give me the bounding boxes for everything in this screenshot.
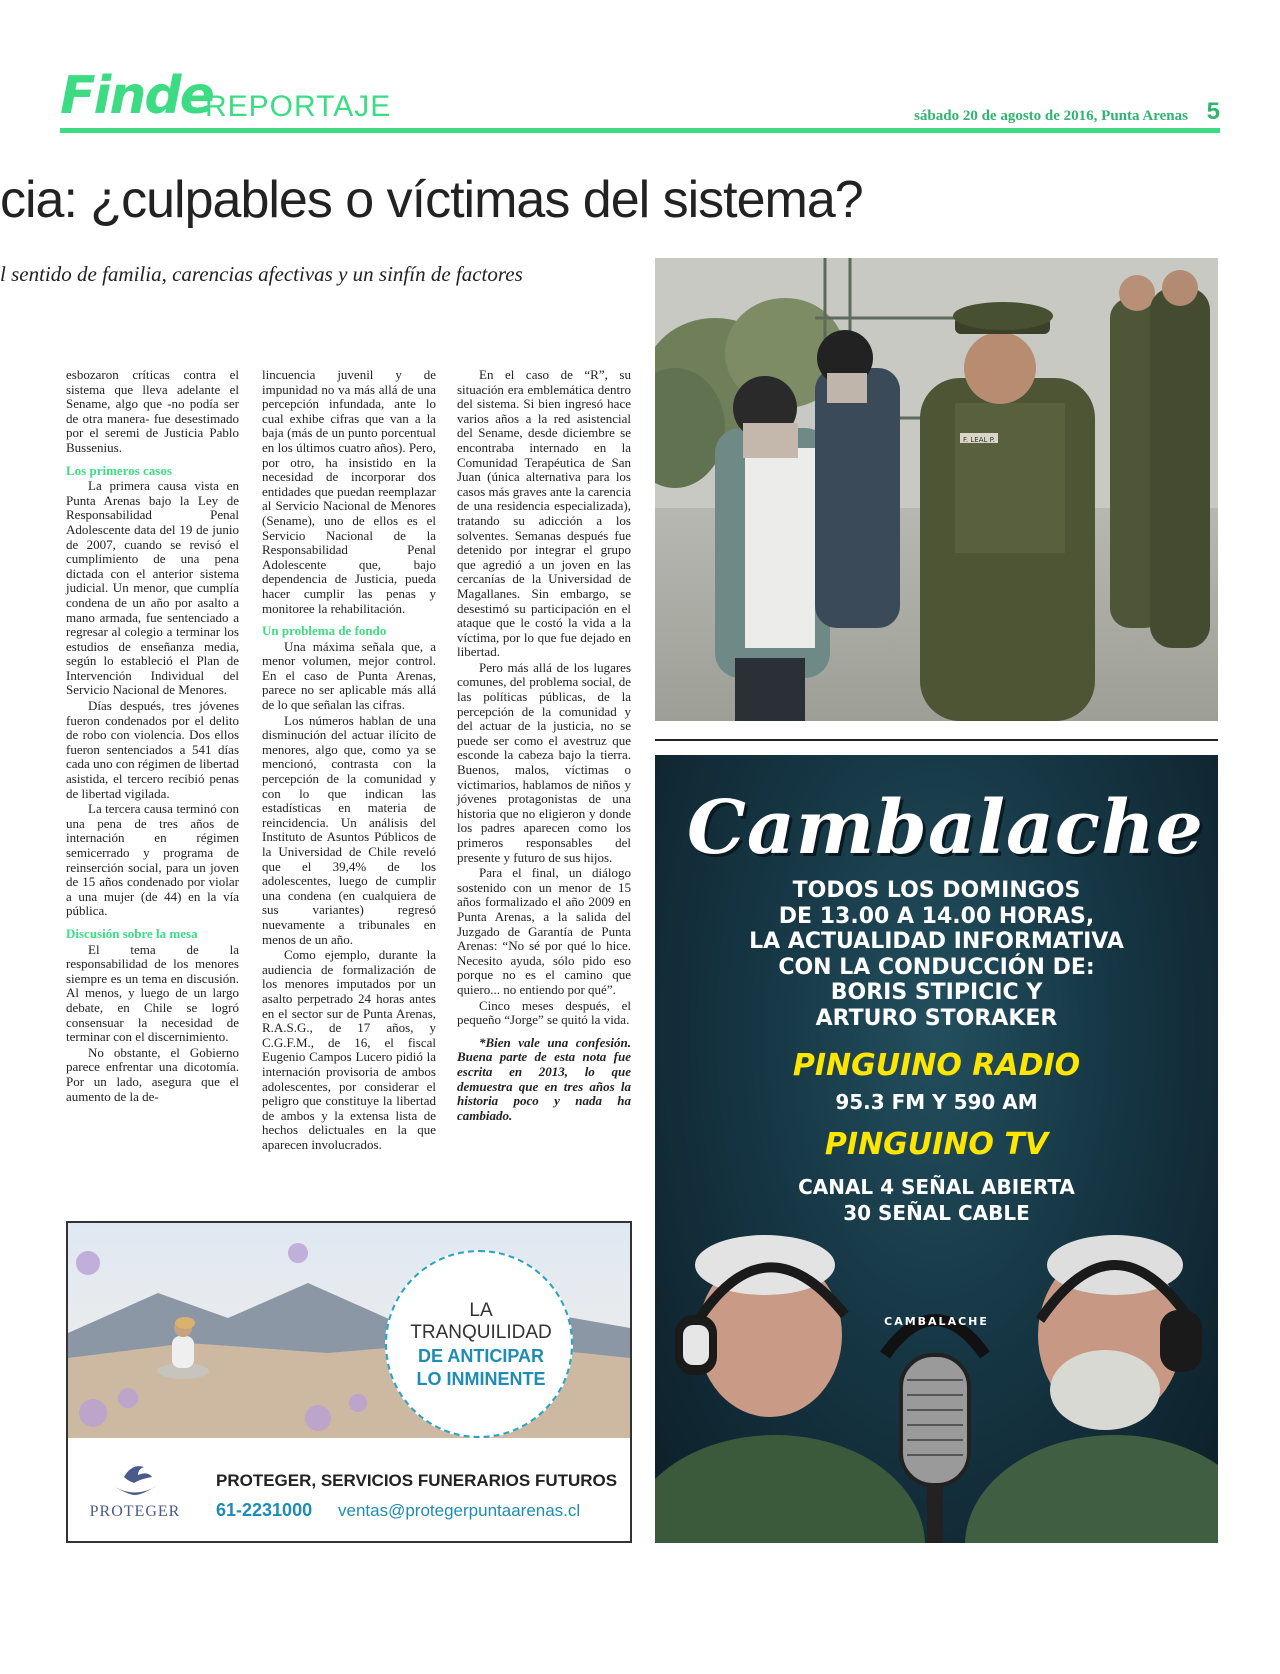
article-paragraph: Una máxima señala que, a menor volumen, mejor control. En el caso de Punta Arenas, parece no ser aplicable más allá de lo que señalan las cifras. (262, 638, 436, 713)
proteger-logo (82, 1455, 188, 1527)
article-paragraph: En el caso de “R”, su situación era emblemática dentro del sistema. Si bien ingresó hace varios años a la red asistencial del Sename, desde diciembre se encontraba internado en la Comunidad Terapéutica de San Juan (única alternativa para los casos más graves ante la carencia de una residencia especializada), tratando su adicción a los solventes. Semanas después fue detenido por integrar el grupo que agredió a un joven en las cercanías de la Universidad de Magallanes. Sin embargo, se desestimó su participación en el ataque que le costó la vida a la víctima, por lo que fue dejado en libertad. (457, 367, 631, 660)
section-divider (655, 739, 1218, 741)
article-column-1 (66, 368, 239, 1105)
officer-name-badge: F. LEAL P. (963, 436, 995, 444)
microphone-label: CAMBALACHE (884, 1315, 989, 1328)
schedule-line: DE 13.00 A 14.00 HORAS, (778, 903, 1095, 929)
article-paragraph: Días después, tres jóvenes fueron condenados por el delito de robo con violencia. Dos ellos fueron sentenciados a 541 días cada uno con régimen de libertad asistida, el tercero recibió penas de libertad vigilada. (66, 698, 239, 801)
schedule-line: BORIS STIPICIC Y (830, 980, 1043, 1005)
left-host-body (655, 1435, 925, 1543)
radio-frequencies: 95.3 FM Y 590 AM (835, 1090, 1038, 1114)
page-number: 5 (1206, 98, 1220, 125)
header-divider (60, 128, 1220, 133)
author-note: *Bien vale una confesión. Buena parte de esta nota fue escrita en 2013, lo que demuestra que en tres años la historia poco y nada ha cambiado. (457, 1034, 631, 1123)
article-subhead: l sentido de familia, carencias afectivas y un sinfín de factores (0, 262, 523, 286)
article-paragraph: Pero más allá de los lugares comunes, del problema social, de las políticas públicas, de la percepción de la comunidad y del actuar de la justicia, no se puede ser como el avestruz que esconde la cabeza bajo la tierra. Buenos, malos, víctimas o victimarios, hablamos de niños y jóvenes protagonistas de una historia que no eligieron y donde los padres aparecen como los primeros responsables del presente y futuro de sus hijos. (457, 659, 631, 865)
article-paragraph: No obstante, el Gobierno parece enfrentar una dicotomía. Por un lado, asegura que el aumento de la de- (66, 1044, 239, 1104)
schedule-line: CON LA CONDUCCIÓN DE: (778, 954, 1095, 980)
schedule-line: LA ACTUALIDAD INFORMATIVA (749, 929, 1124, 954)
article-photo (655, 258, 1218, 721)
article-paragraph: Los números hablan de una disminución del actuar ilícito de menores, algo que, como ya se mencionó, contrasta con la percepción de la comunidad y con lo que indican las estadísticas en materia de reincidencia. Un análisis del Instituto de Asuntos Públicos de la Universidad de Chile reveló que el 39,4% de los adolescentes, luego de cumplir una condena (en cualquiera de sus variantes) regresó nuevamente a tribunales en menos de un año. (262, 712, 436, 947)
article-paragraph: Para el final, un diálogo sostenido con un menor de 15 años formalizado el año 2009 en Punta Arenas, a la salida del Juzgado de Garantía de Punta Arenas: “No sé por qué lo hice. Necesito ayuda, sólo pido eso porque no es el camino que quiero... no entiendo por qué”. (457, 865, 631, 997)
article-paragraph: Cinco meses después, el pequeño “Jorge” se quitó la vida. (457, 997, 631, 1028)
article-paragraph: La tercera causa terminó con una pena de tres años de internación en régimen semicerrado y programa de reinserción social, para un joven de 15 años condenado por violar a una mujer (de 44) en la vía pública. (66, 801, 239, 919)
right-host-body (965, 1435, 1218, 1543)
ad-email[interactable]: ventas@protegerpuntaarenas.cl (338, 1501, 581, 1520)
section-masthead (60, 66, 392, 128)
tv-station-name: PINGUINO TV (824, 1127, 1049, 1162)
section-subheading: Los primeros casos (66, 462, 172, 478)
slogan-line: LO INMINENTE (416, 1369, 546, 1389)
article-paragraph: La primera causa vista en Punta Arenas bajo la Ley de Responsabilidad Penal Adolescente data del 19 de junio de 2007, cuando se revisó el cumplimiento de una pena dictada con el anterior sistema judicial. Un menor, que cumplía condena de un año por asalto a mano armada, fue sentenciado a regresar al colegio a terminar los estudios de enseñanza media, según lo estableció el Plan de Intervención Individual del Servicio Nacional de Menores. (66, 478, 239, 698)
slogan-line: TRANQUILIDAD (410, 1322, 552, 1343)
cambalache-advertisement[interactable] (655, 755, 1218, 1543)
cambalache-logo: Cambalache (687, 785, 1204, 871)
ad-title: PROTEGER, SERVICIOS FUNERARIOS FUTUROS (216, 1471, 618, 1490)
police-escort-illustration (655, 258, 1218, 721)
article-paragraph: esbozaron críticas contra el sistema que lleva adelante el Sename, algo que -no podía ser de otra manera- fue desestimado por el seremi de Justicia Pablo Bussenius. (66, 367, 239, 455)
section-subheading: Discusión sobre la mesa (66, 925, 198, 941)
slogan-line: LA (469, 1300, 493, 1321)
tv-channel-open: CANAL 4 SEÑAL ABIERTA (798, 1175, 1075, 1199)
slogan-badge (385, 1250, 573, 1438)
section-subheading: Un problema de fondo (262, 623, 387, 639)
schedule-line: TODOS LOS DOMINGOS (792, 878, 1081, 903)
brand-logo: Finde (60, 66, 213, 126)
article-headline: cia: ¿culpables o víctimas del sistema? (0, 171, 863, 229)
radio-station-name: PINGUINO RADIO (792, 1048, 1081, 1083)
article-column-2 (262, 368, 436, 1153)
ad-phone[interactable]: 61-2231000 (216, 1500, 313, 1520)
article-paragraph: El tema de la responsabilidad de los menores siempre es un tema en discusión. Al menos, y luego de un largo debate, en Chile se logró consensuar la necesidad de terminar con el discernimiento. (66, 941, 239, 1045)
tv-channel-cable: 30 SEÑAL CABLE (843, 1201, 1030, 1225)
issue-date: sábado 20 de agosto de 2016, Punta Arenas (914, 108, 1188, 124)
proteger-logo-text: PROTEGER (89, 1503, 181, 1520)
dove-hands-icon (82, 1455, 188, 1503)
schedule-text (655, 878, 1218, 1031)
article-paragraph: Como ejemplo, durante la audiencia de formalización de los menores imputados por un asalto perpetrado 24 horas antes en el sector sur de Punta Arenas, R.A.S.G., de 17 años, y C.G.F.M., de 16, el fiscal Eugenio Campos Lucero pidió la internación provisoria de ambos adolescentes, por considerar el peligro que constituye la libertad de ambos y la extensa lista de hechos delictuales en la que aparecen involucrados. (262, 947, 436, 1152)
section-label: REPORTAJE (205, 90, 392, 123)
article-paragraph: lincuencia juvenil y de impunidad no va más allá de una percepción infundada, ante lo cual exhibe cifras que van a la baja (más de un punto porcentual en los últimos cuatro años). Pero, por otro, ha insistido en la necesidad de incorporar dos entidades que puedan reemplazar al Servicio Nacional de Menores (Sename), uno de ellos es el Servicio Nacional de la Responsabilidad Penal Adolescente que, bajo dependencia de Justicia, pueda hacer cumplir las penas y monitoree la rehabilitación. (262, 367, 436, 616)
hosts-with-microphone-illustration (655, 1225, 1218, 1543)
article-column-3 (457, 368, 631, 1124)
schedule-line: ARTURO STORAKER (815, 1005, 1058, 1031)
proteger-advertisement[interactable] (66, 1221, 632, 1543)
slogan-line: DE ANTICIPAR (418, 1346, 544, 1366)
